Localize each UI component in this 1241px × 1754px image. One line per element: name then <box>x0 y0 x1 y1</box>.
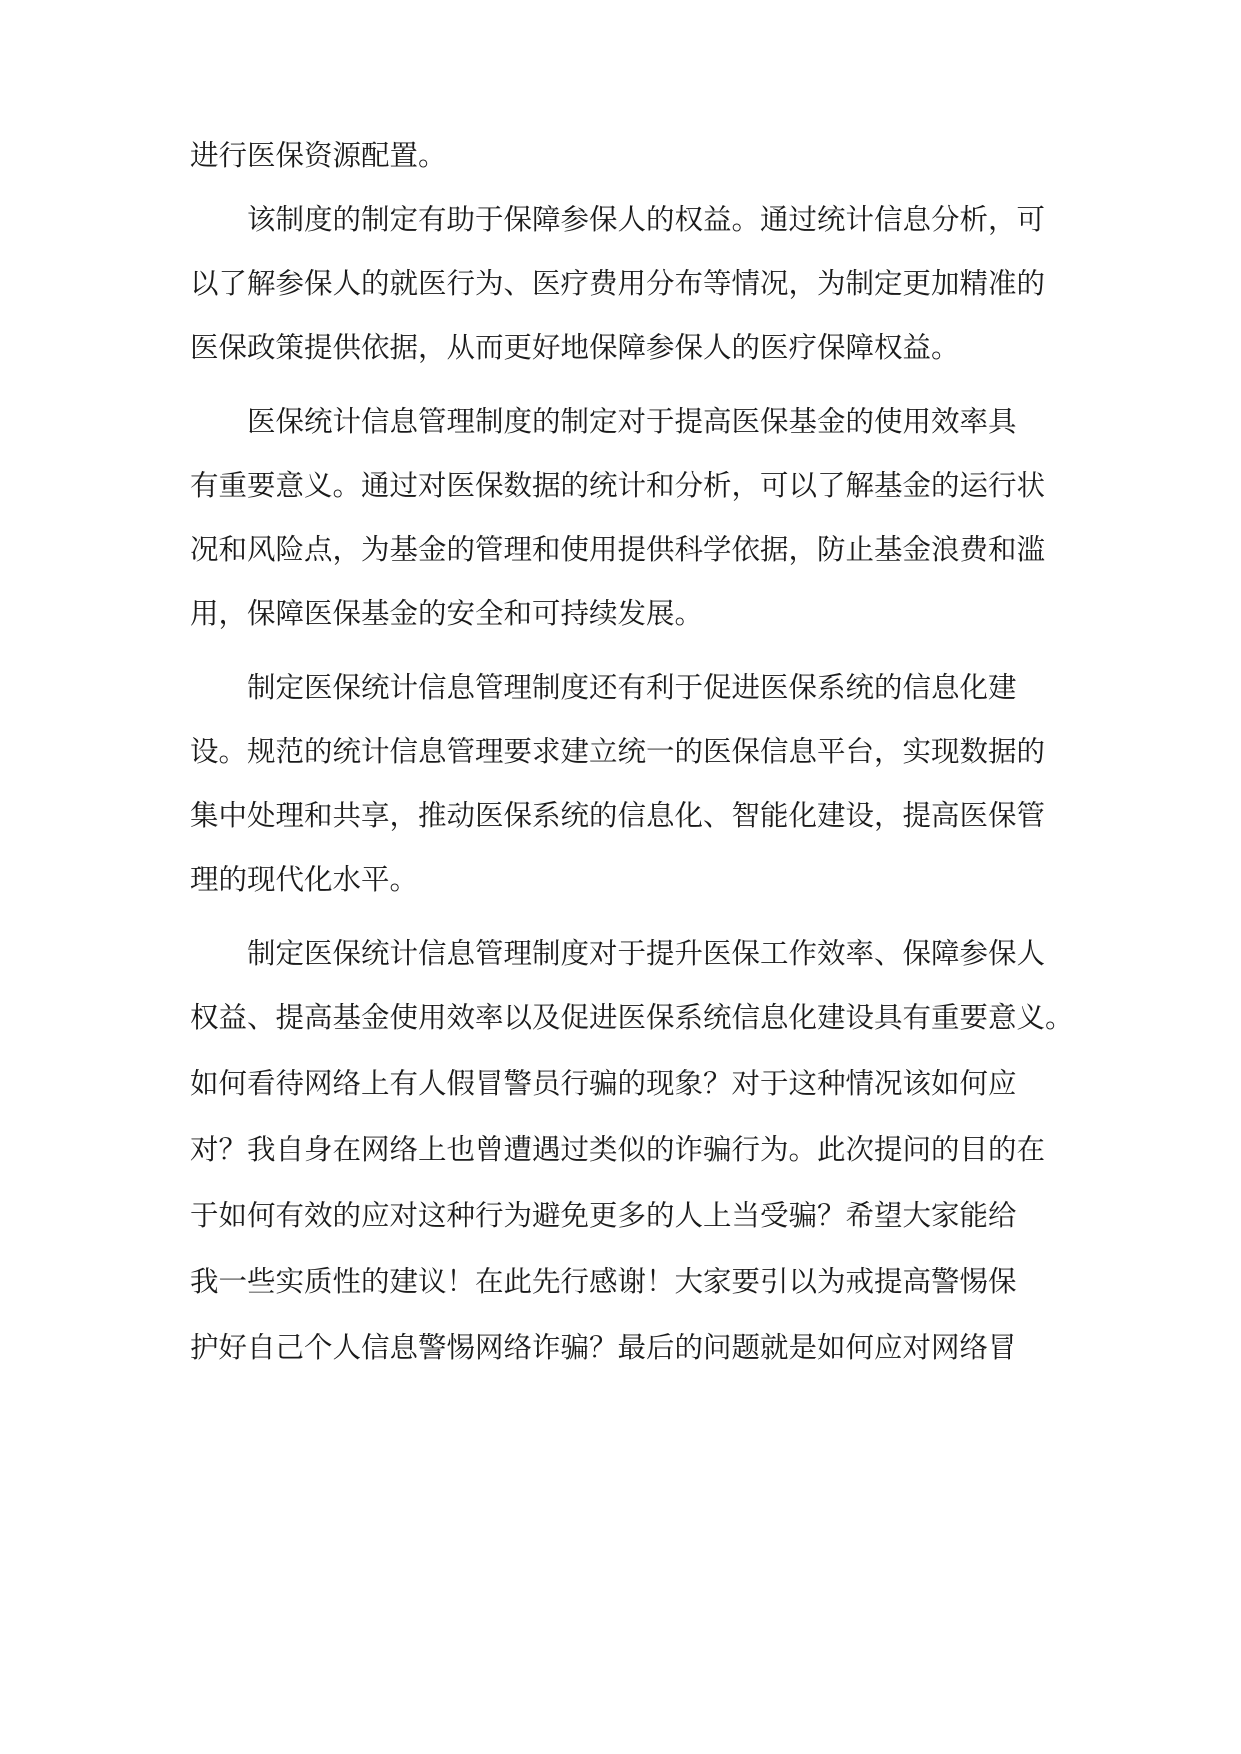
text-line-8: 用，保障医保基金的安全和可持续发展。 <box>190 597 704 630</box>
text-line-18: 我一些实质性的建议！在此先行感谢！大家要引以为戒提高警惕保 <box>190 1265 1017 1298</box>
text-line-19: 护好自己个人信息警惕网络诈骗？最后的问题就是如何应对网络冒 <box>190 1331 1017 1364</box>
text-line-15: 如何看待网络上有人假冒警员行骗的现象？对于这种情况该如何应 <box>190 1067 1017 1100</box>
text-line-2: 该制度的制定有助于保障参保人的权益。通过统计信息分析，可 <box>247 203 1046 236</box>
text-line-4: 医保政策提供依据，从而更好地保障参保人的医疗保障权益。 <box>190 331 960 364</box>
text-line-7: 况和风险点，为基金的管理和使用提供科学依据，防止基金浪费和滥 <box>190 533 1046 566</box>
text-line-10: 设。规范的统计信息管理要求建立统一的医保信息平台，实现数据的 <box>190 735 1046 768</box>
text-line-12: 理的现代化水平。 <box>190 863 419 896</box>
text-line-9: 制定医保统计信息管理制度还有利于促进医保系统的信息化建 <box>247 671 1017 704</box>
text-line-11: 集中处理和共享，推动医保系统的信息化、智能化建设，提高医保管 <box>190 799 1046 832</box>
text-line-16: 对？我自身在网络上也曾遭遇过类似的诈骗行为。此次提问的目的在 <box>190 1133 1046 1166</box>
text-line-5: 医保统计信息管理制度的制定对于提高医保基金的使用效率具 <box>247 405 1017 438</box>
text-line-6: 有重要意义。通过对医保数据的统计和分析，可以了解基金的运行状 <box>190 469 1046 502</box>
text-line-13: 制定医保统计信息管理制度对于提升医保工作效率、保障参保人 <box>247 937 1046 970</box>
text-line-17: 于如何有效的应对这种行为避免更多的人上当受骗？希望大家能给 <box>190 1199 1017 1232</box>
text-line-1: 进行医保资源配置。 <box>190 139 447 172</box>
text-line-14: 权益、提高基金使用效率以及促进医保系统信息化建设具有重要意义。 <box>190 1001 1074 1034</box>
text-line-3: 以了解参保人的就医行为、医疗费用分布等情况，为制定更加精准的 <box>190 267 1046 300</box>
